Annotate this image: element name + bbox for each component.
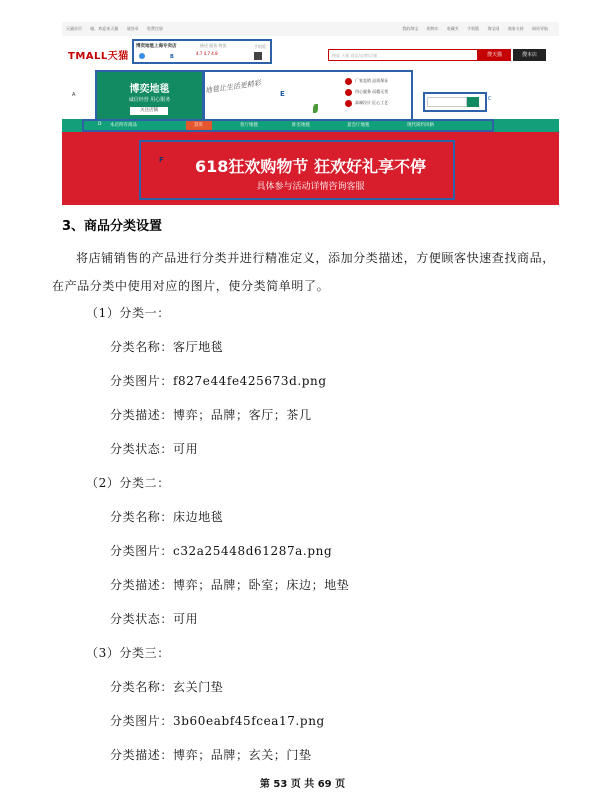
annotation-box-d bbox=[82, 119, 494, 132]
category-1-title: （1）分类一： bbox=[86, 306, 170, 320]
annotation-box-f bbox=[139, 140, 455, 200]
label-b: B bbox=[170, 54, 174, 60]
category-3-title: （3）分类三： bbox=[86, 646, 170, 660]
category-1-desc: 分类描述：博弈；品牌；客厅；茶几 bbox=[110, 408, 312, 422]
label-f: F bbox=[159, 156, 164, 164]
shop-search bbox=[423, 92, 487, 112]
topnav-sitemap: 网站导航 bbox=[532, 26, 548, 31]
topnav-cart: 购物车 bbox=[426, 26, 439, 31]
shop-search-input[interactable] bbox=[427, 97, 467, 107]
topnav-register: 免费注册 bbox=[146, 26, 163, 31]
category-2-title: （2）分类二： bbox=[86, 476, 170, 490]
topnav-merchant: 商家支持 bbox=[507, 26, 524, 31]
feature-item: 厂家直销 品质保证 bbox=[345, 76, 413, 87]
search-shop-button[interactable]: 搜本店 bbox=[513, 49, 546, 61]
qr-code bbox=[254, 44, 266, 60]
feature-icon bbox=[345, 78, 352, 85]
search-placeholder: 搜索 天猫 商品/品牌/店铺 bbox=[332, 53, 378, 58]
label-d: D bbox=[98, 122, 102, 127]
category-1-status: 分类状态：可用 bbox=[110, 442, 199, 456]
category-2-desc: 分类描述：博弈；品牌；卧室；床边；地垫 bbox=[110, 578, 350, 592]
annotation-box-b bbox=[132, 39, 272, 64]
store-header bbox=[62, 36, 559, 72]
topnav-taobao: 淘宝网 bbox=[487, 26, 500, 31]
nav-item-banquet[interactable]: 宴会厅地毯 bbox=[347, 123, 370, 128]
store-screenshot bbox=[62, 22, 559, 205]
annotation-box-a bbox=[95, 70, 204, 121]
nav-item-bedroom[interactable]: 卧室地毯 bbox=[292, 123, 310, 128]
topnav-my-taobao: 我的淘宝 bbox=[402, 26, 419, 31]
nav-item-all[interactable]: 本店所有商品 bbox=[110, 123, 137, 128]
page-footer: 第 53 页 共 69 页 bbox=[259, 779, 346, 790]
nav-item-home[interactable]: 首页 bbox=[194, 123, 203, 128]
tmall-logo: TMALL天猫 bbox=[68, 51, 129, 62]
feature-icon bbox=[345, 89, 352, 96]
follow-button[interactable]: 关注店铺 bbox=[130, 107, 168, 115]
category-2-image: 分类图片：c32a25448d61287a.png bbox=[110, 544, 333, 558]
qr-label: 手机逛 bbox=[254, 44, 266, 49]
category-1-image: 分类图片：f827e44fe425673d.png bbox=[110, 374, 327, 388]
nav-item-living[interactable]: 客厅地毯 bbox=[240, 123, 258, 128]
feature-item: 用心服务 而精无忧 bbox=[345, 87, 413, 98]
category-1-name: 分类名称：客厅地毯 bbox=[110, 340, 224, 354]
category-2-name: 分类名称：床边地毯 bbox=[110, 510, 224, 524]
topnav-login: 请登录 bbox=[126, 26, 139, 31]
category-3-image: 分类图片：3b60eabf45fcea17.png bbox=[110, 714, 325, 728]
topnav-home: 天猫首页 bbox=[66, 26, 82, 31]
shop-search-button[interactable] bbox=[467, 97, 479, 107]
topnav-welcome: 喵，欢迎来天猫 bbox=[90, 26, 119, 31]
topnav-mobile: 手机版 bbox=[467, 26, 480, 31]
feature-item: 高端设计 匠心工艺 bbox=[345, 98, 413, 109]
feature-list bbox=[345, 76, 413, 109]
brand-subtitle: 诚信经营 用心服务 bbox=[128, 97, 171, 103]
feature-icon bbox=[345, 100, 352, 107]
dsr-title: 描述 服务 物流 bbox=[200, 43, 227, 48]
label-c: C bbox=[488, 96, 492, 102]
intro-paragraph: 将店铺销售的产品进行分类并进行精准定义，添加分类描述，方便顾客快速查找商品，在产品分类中使用对应的图片，使分类简单明了。 bbox=[52, 251, 555, 293]
store-banner bbox=[62, 72, 559, 119]
category-2-status: 分类状态：可用 bbox=[110, 612, 199, 626]
label-a: A bbox=[72, 92, 76, 98]
category-3-name: 分类名称：玄关门垫 bbox=[110, 680, 224, 694]
brand-title: 博奕地毯 bbox=[129, 84, 170, 95]
dsr-values: 4.7 4.7 4.8 bbox=[196, 51, 218, 56]
promo-title: 618狂欢购物节 狂欢好礼享不停 bbox=[195, 157, 426, 176]
slogan: 地毯让生活更精彩 bbox=[204, 79, 262, 95]
qr-icon bbox=[254, 52, 262, 60]
label-e: E bbox=[280, 90, 285, 98]
topnav-favorites: 收藏夹 bbox=[446, 26, 459, 31]
nav-item-modern[interactable]: 现代简约风格 bbox=[407, 123, 434, 128]
section-heading: 3、商品分类设置 bbox=[62, 219, 163, 234]
promo-banner bbox=[62, 132, 559, 205]
category-3-desc: 分类描述：博弈；品牌；玄关；门垫 bbox=[110, 748, 312, 762]
promo-subtitle: 具体参与活动详情咨询客服 bbox=[256, 182, 365, 192]
top-nav bbox=[62, 22, 559, 37]
search-input[interactable] bbox=[328, 49, 478, 61]
search-tmall-button[interactable]: 搜天猫 bbox=[478, 49, 511, 61]
shop-nav bbox=[62, 119, 559, 132]
shop-name: 博奕地毯上海专卖店 bbox=[136, 44, 177, 49]
